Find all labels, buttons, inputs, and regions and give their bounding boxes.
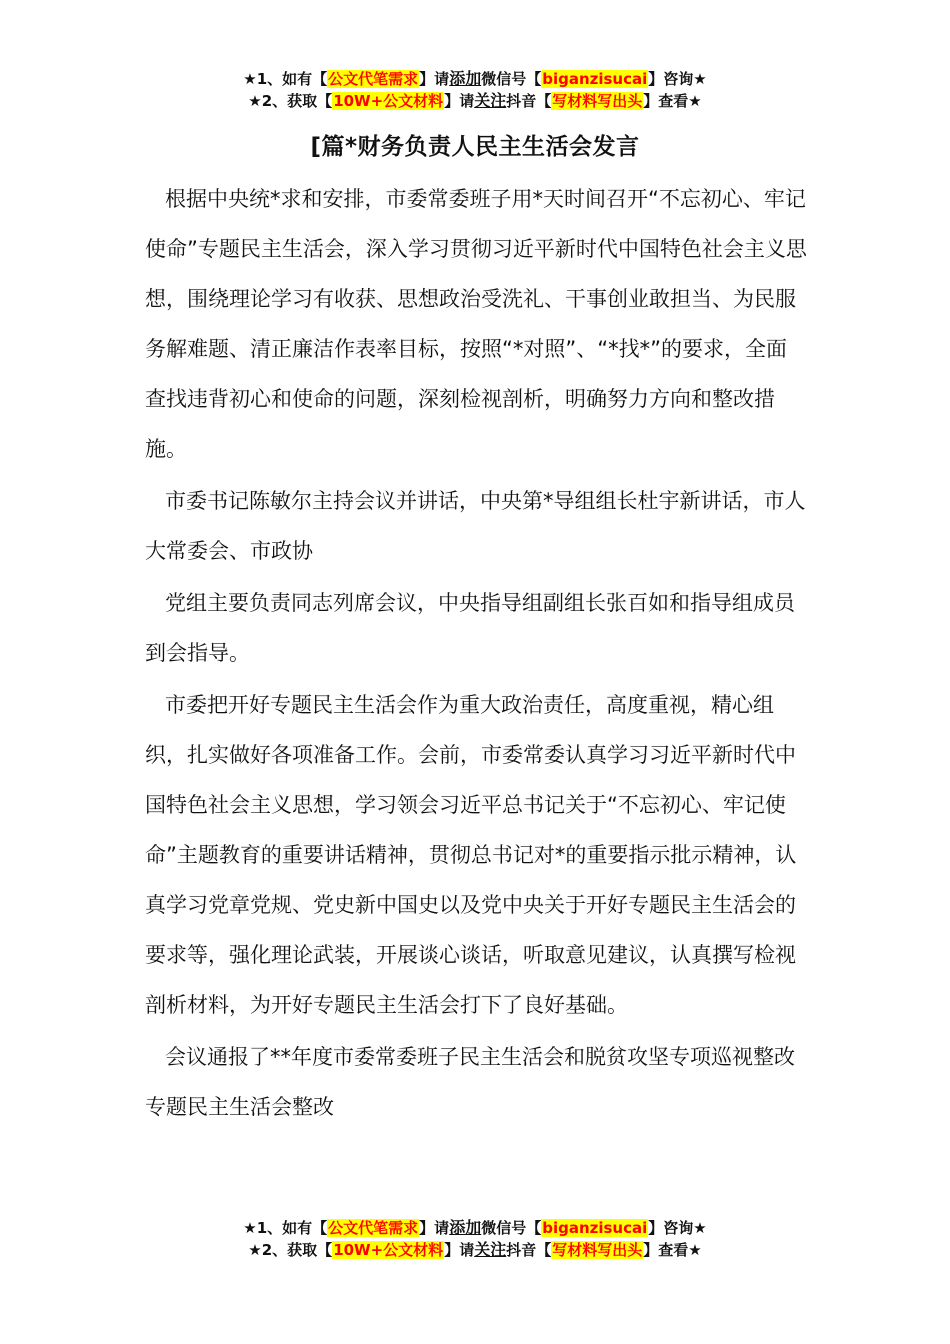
banner-line-1: ★1、如有【公文代笔需求】请添加微信号【biganzisucai】咨询★: [243, 69, 707, 88]
paragraph-4: 市委把开好专题民主生活会作为重大政治责任，高度重视，精心组织，扎实做好各项准备工作。会前，市委常委认真学习习近平新时代中国特色社会主义思想，学习领会习近平总书记关于“不忘初心、牢记使命”主题教育的重要讲话精神，贯彻总书记对*的重要指示批示精神，认真学习党章党规、党史新中国史以及党中央关于开好专题民主生活会的要求等，强化理论武装，开展谈心谈话，听取意见建议，认真撰写检视剖析材料，为开好专题民主生活会打下了良好基础。: [145, 693, 797, 1017]
highlight-douyin-account: 写材料写出头: [552, 1241, 643, 1259]
highlight-service: 公文代笔需求: [328, 70, 419, 88]
highlight-materials: 10W+公文材料: [333, 92, 444, 110]
top-banner: [0, 68, 950, 112]
highlight-douyin-account: 写材料写出头: [552, 92, 643, 110]
bottom-banner: [0, 1217, 950, 1261]
highlight-service: 公文代笔需求: [328, 1219, 419, 1237]
highlight-materials: 10W+公文材料: [333, 1241, 444, 1259]
paragraph-3: 党组主要负责同志列席会议，中央指导组副组长张百如和指导组成员到会指导。: [145, 591, 795, 665]
banner-line-2: ★2、获取【10W+公文材料】请关注抖音【写材料写出头】查看★: [248, 1240, 702, 1259]
banner-line-2: ★2、获取【10W+公文材料】请关注抖音【写材料写出头】查看★: [248, 91, 702, 110]
document-title: [篇*财务负责人民主生活会发言: [310, 134, 640, 160]
highlight-wechat-id: biganzisucai: [542, 70, 648, 88]
banner-line-1: ★1、如有【公文代笔需求】请添加微信号【biganzisucai】咨询★: [243, 1218, 707, 1237]
paragraph-5: 会议通报了**年度市委常委班子民主生活会和脱贫攻坚专项巡视整改专题民主生活会整改: [145, 1045, 795, 1119]
highlight-wechat-id: biganzisucai: [542, 1219, 648, 1237]
paragraph-1: 根据中央统*求和安排，市委常委班子用*天时间召开“不忘初心、牢记使命”专题民主生活会，深入学习贯彻习近平新时代中国特色社会主义思想，围绕理论学习有收获、思想政治受洗礼、干事创业敢担当、为民服务解难题、清正廉洁作表率目标，按照“*对照”、“*找*”的要求，全面查找违背初心和使命的问题，深刻检视剖析，明确努力方向和整改措施。: [145, 187, 807, 461]
paragraph-2: 市委书记陈敏尔主持会议并讲话，中央第*导组组长杜宇新讲话，市人大常委会、市政协: [145, 489, 806, 563]
document-body: [145, 174, 807, 1134]
